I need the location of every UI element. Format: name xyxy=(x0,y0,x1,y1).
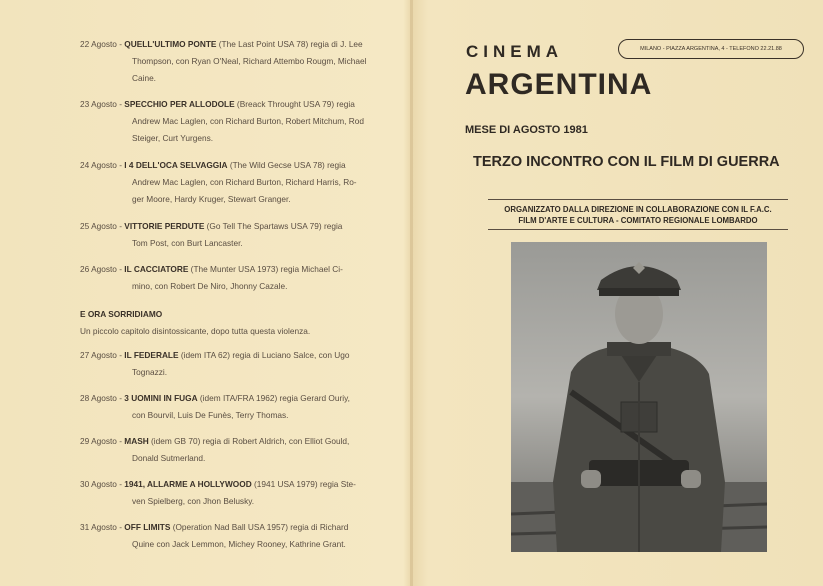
film-entry: 25 Agosto - VITTORIE PERDUTE (Go Tell The Spartaws USA 79) regia Tom Post, con Burt Lancaster. xyxy=(80,218,385,252)
divider-bottom xyxy=(488,229,788,230)
film-details: (Go Tell The Spartaws USA 79) regia xyxy=(204,221,343,231)
film-entry: 31 Agosto - OFF LIMITS (Operation Nad Ball USA 1957) regia di Richard Quine con Jack Lemmon, Michey Rooney, Kathrine Grant. xyxy=(80,519,385,553)
film-title: 1941, ALLARME A HOLLYWOOD xyxy=(124,479,252,489)
film-details: (idem ITA/FRA 1962) regia Gerard Ouriy, xyxy=(197,393,350,403)
entry-date: 28 Agosto xyxy=(80,393,117,403)
soldier-photo xyxy=(511,242,767,552)
film-title: SPECCHIO PER ALLODOLE xyxy=(124,99,235,109)
film-details: (idem GB 70) regia di Robert Aldrich, con Elliot Gould, xyxy=(148,436,350,446)
film-cast-line: Caine. xyxy=(132,73,156,83)
film-entry: 28 Agosto - 3 UOMINI IN FUGA (idem ITA/FRA 1962) regia Gerard Ouriy, con Bourvil, Luis De Funès, Terry Thomas. xyxy=(80,390,385,424)
address-box: MILANO - PIAZZA ARGENTINA, 4 - TELEFONO 22.21.88 xyxy=(618,39,804,59)
film-entry: 23 Agosto - SPECCHIO PER ALLODOLE (Breack Throught USA 79) regia Andrew Mac Laglen, con Richard Burton, Robert Mitchum, Rod Steiger, Curt Yurgens. xyxy=(80,96,385,147)
film-entry: 30 Agosto - 1941, ALLARME A HOLLYWOOD (1941 USA 1979) regia Ste- ven Spielberg, con Jhon Belusky. xyxy=(80,476,385,510)
film-cast-line: Steiger, Curt Yurgens. xyxy=(132,133,214,143)
film-title: QUELL'ULTIMO PONTE xyxy=(124,39,217,49)
film-details: (The Wild Gecse USA 78) regia xyxy=(227,160,346,170)
film-title: OFF LIMITS xyxy=(124,522,171,532)
film-title: IL CACCIATORE xyxy=(124,264,189,274)
film-title: 3 UOMINI IN FUGA xyxy=(124,393,198,403)
divider-top xyxy=(488,199,788,200)
film-cast-line: Andrew Mac Laglen, con Richard Burton, Robert Mitchum, Rod xyxy=(132,116,364,126)
film-details: (Breack Throught USA 79) regia xyxy=(234,99,355,109)
organizer-line: ORGANIZZATO DALLA DIREZIONE IN COLLABORAZIONE CON IL F.A.C. xyxy=(504,205,772,214)
film-cast-line: Quine con Jack Lemmon, Michey Rooney, Kathrine Grant. xyxy=(132,539,346,549)
left-panel xyxy=(0,0,410,586)
entry-date: 30 Agosto xyxy=(80,479,117,489)
film-cast-line: Donald Sutmerland. xyxy=(132,453,206,463)
film-entry: 22 Agosto - QUELL'ULTIMO PONTE (The Last Point USA 78) regia di J. Lee Thompson, con Ryan O'Neal, Richard Attembo Rougm, Michael Caine. xyxy=(80,36,385,87)
film-title: MASH xyxy=(124,436,149,446)
film-cast-line: mino, con Robert De Niro, Jhonny Cazale. xyxy=(132,281,288,291)
section-subtitle: Un piccolo capitolo disintossicante, dopo tutta questa violenza. xyxy=(80,326,311,336)
organizer-text xyxy=(488,204,788,226)
film-details: (The Last Point USA 78) regia di J. Lee xyxy=(216,39,363,49)
film-cast-line: ven Spielberg, con Jhon Belusky. xyxy=(132,496,255,506)
film-title: I 4 DELL'OCA SELVAGGIA xyxy=(124,160,228,170)
film-entry: 26 Agosto - IL CACCIATORE (The Munter USA 1973) regia Michael Ci- mino, con Robert De Niro, Jhonny Cazale. xyxy=(80,261,385,295)
film-entry: 29 Agosto - MASH (idem GB 70) regia di Robert Aldrich, con Elliot Gould, Donald Sutmerland. xyxy=(80,433,385,467)
film-details: (Operation Nad Ball USA 1957) regia di Richard xyxy=(170,522,349,532)
right-panel xyxy=(413,0,823,586)
cinema-label: CINEMA xyxy=(466,42,564,61)
event-headline: TERZO INCONTRO CON IL FILM DI GUERRA xyxy=(473,154,780,170)
film-cast-line: Tom Post, con Burt Lancaster. xyxy=(132,238,243,248)
film-cast-line: Thompson, con Ryan O'Neal, Richard Attembo Rougm, Michael xyxy=(132,56,367,66)
entry-date: 22 Agosto xyxy=(80,39,117,49)
entry-date: 31 Agosto xyxy=(80,522,117,532)
film-entry: 27 Agosto - IL FEDERALE (idem ITA 62) regia di Luciano Salce, con Ugo Tognazzi. xyxy=(80,347,385,381)
entry-date: 25 Agosto xyxy=(80,221,117,231)
entry-date: 24 Agosto xyxy=(80,160,117,170)
entry-date: 23 Agosto xyxy=(80,99,117,109)
film-details: (1941 USA 1979) regia Ste- xyxy=(251,479,356,489)
film-cast-line: ger Moore, Hardy Kruger, Stewart Granger. xyxy=(132,194,291,204)
film-cast-line: Tognazzi. xyxy=(132,367,168,377)
film-cast-line: Andrew Mac Laglen, con Richard Burton, Richard Harris, Ro- xyxy=(132,177,357,187)
film-title: IL FEDERALE xyxy=(124,350,179,360)
section-heading: E ORA SORRIDIAMO xyxy=(80,309,163,319)
cinema-name: ARGENTINA xyxy=(465,68,653,101)
film-cast-line: con Bourvil, Luis De Funès, Terry Thomas. xyxy=(132,410,289,420)
entry-date: 26 Agosto xyxy=(80,264,117,274)
entry-date: 29 Agosto xyxy=(80,436,117,446)
organizer-line: FILM D'ARTE E CULTURA - COMITATO REGIONALE LOMBARDO xyxy=(518,216,758,225)
film-title: VITTORIE PERDUTE xyxy=(124,221,205,231)
film-details: (idem ITA 62) regia di Luciano Salce, con Ugo xyxy=(178,350,350,360)
entry-date: 27 Agosto xyxy=(80,350,117,360)
month-heading: MESE DI AGOSTO 1981 xyxy=(465,124,588,136)
soldier-illustration xyxy=(511,242,767,552)
film-entry: 24 Agosto - I 4 DELL'OCA SELVAGGIA (The Wild Gecse USA 78) regia Andrew Mac Laglen, con Richard Burton, Richard Harris, Ro- ger Moore, Hardy Kruger, Stewart Granger. xyxy=(80,157,385,208)
film-details: (The Munter USA 1973) regia Michael Ci- xyxy=(188,264,343,274)
